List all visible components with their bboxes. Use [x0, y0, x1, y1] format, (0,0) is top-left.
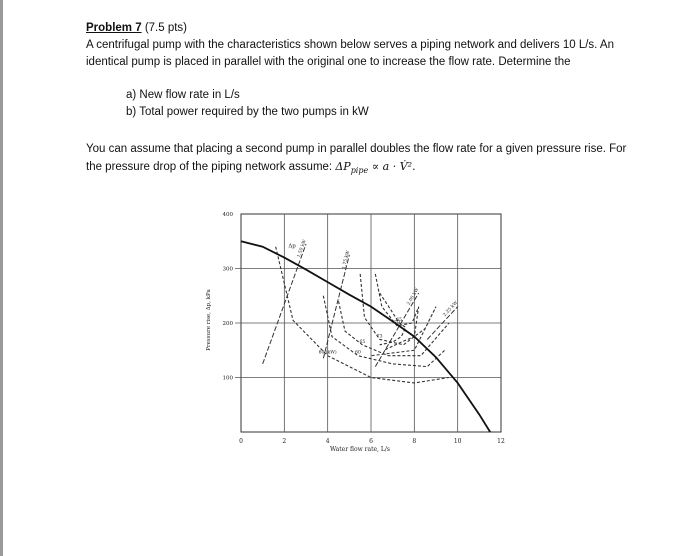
formula-lhs: ΔP [335, 160, 351, 173]
formula-subscript: pipe [350, 166, 369, 176]
power-line-label: 2.25 kW [442, 300, 460, 318]
efficiency-contour-line [323, 296, 444, 367]
efficiency-contour-label: 73 [376, 334, 383, 340]
x-tick-label: 2 [282, 438, 287, 445]
problem-heading [86, 20, 686, 37]
efficiency-contour-label: 65 [396, 318, 403, 323]
x-tick-label: 12 [497, 438, 505, 445]
efficiency-contour-line [339, 301, 450, 356]
power-line-label: 2.00 kW [406, 287, 421, 307]
problem-points: (7.5 pts) [144, 22, 187, 34]
pump-curve-line [241, 241, 490, 432]
x-tick-label: 4 [325, 438, 330, 445]
statement-line-1: A centrifugal pump with the characteristics shown below serves a piping network and delivers 10 L/s. An [86, 39, 615, 51]
x-tick-label: 8 [412, 438, 417, 445]
assumption-note [86, 141, 686, 179]
note-line-2 [86, 158, 686, 179]
x-tick-label: 0 [239, 438, 243, 445]
efficiency-contour-label: 60 (kW) [318, 350, 337, 356]
y-axis-label: Pressure rise, Δp, kPa [206, 289, 212, 351]
pressure-drop-formula [335, 160, 416, 176]
problem-label: Problem 7 [86, 22, 142, 34]
efficiency-contour-label: 65 [359, 339, 366, 345]
x-tick-label: 10 [453, 438, 462, 445]
x-axis-label: Water flow rate, L/s [330, 446, 390, 453]
y-tick-label: 200 [222, 321, 233, 327]
efficiency-contour-label: 70 [394, 320, 400, 326]
note-line-2-text: the pressure drop of the piping network assume: [86, 161, 333, 173]
pump-characteristic-chart [196, 200, 526, 455]
part-a: a) New flow rate in L/s [126, 89, 240, 101]
problem-document [86, 20, 686, 179]
power-line-label: 1.75 kW [341, 250, 352, 270]
y-tick-label: 300 [222, 266, 233, 273]
efficiency-contour-line [360, 274, 436, 356]
x-tick-label: 6 [369, 438, 373, 445]
page-left-border [0, 0, 3, 556]
formula-rhs: ∝ a · V̇². [368, 160, 416, 173]
note-line-1: You can assume that placing a second pump in parallel doubles the flow rate for a given pressure rise. For [86, 143, 627, 155]
power-line-label: 1.50 kW [296, 238, 308, 259]
statement-line-2: identical pump is placed in parallel with the original one to increase the flow rate. Determine the [86, 56, 571, 68]
y-tick-label: 400 [222, 212, 233, 218]
part-b: b) Total power required by the two pumps in kW [126, 106, 369, 118]
question-parts [126, 87, 686, 121]
y-tick-label: 100 [222, 375, 233, 382]
power-line [323, 255, 349, 359]
power-lines [263, 238, 460, 366]
efficiency-contour-label: 60 [355, 350, 361, 356]
pump-curve-label: Δp [288, 243, 296, 250]
pump-curve [241, 241, 490, 432]
